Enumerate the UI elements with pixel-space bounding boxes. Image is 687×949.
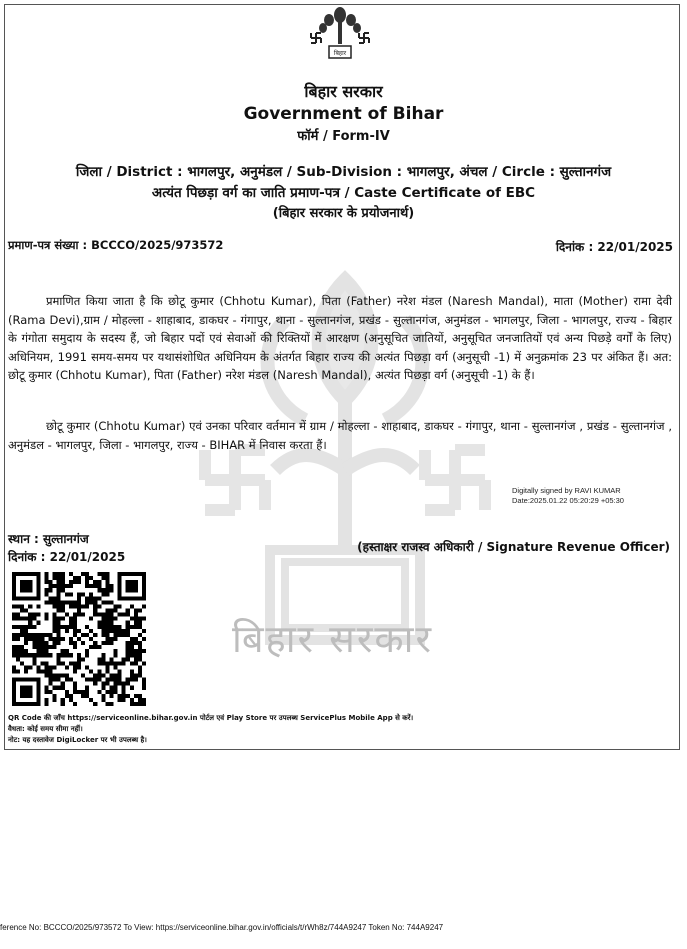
certification-paragraph: प्रमाणित किया जाता है कि छोटू कुमार (Chhotu Kumar), पिता (Father) नरेश मंडल (Naresh Mandal), माता (Mother) रामा देवी (Rama Devi),ग्राम / मोहल्ला - शाहाबाद, डाकघर - गंगापुर, थाना - सुल्तानगंज, प्रखंड - सुल्तानगंज, अनुमंडल - भागलपुर, जिला - भागलपुर, राज्य - बिहार के गंगोता समुदाय के सदस्य हैं, जो बिहार पदों एवं सेवाओं की रिक्तियों में आरक्षण (अनुसूचित जातियों, अनुसूचित जनजातियों एवं अन्य पिछड़े वर्गों के लिए) अधिनियम, 1991 समय-समय पर यथासंशोधित अधिनियम के अंतर्गत बिहार राज्य की अत्यंत पिछड़ा वर्ग (अनुसूची -1) में अनुक्रमांक 23 पर अंकित हैं। अत: छोटू कुमार (Chhotu Kumar), पिता (Father) नरेश मंडल (Naresh Mandal), अत्यंत पिछड़ा वर्ग (अनुसूची -1) के हैं। (8, 294, 672, 382)
location-line: जिला / District : भागलपुर, अनुमंडल / Sub-Division : भागलपुर, अंचल / Circle : सुल्तानगंज (75, 164, 612, 180)
notes (8, 713, 413, 746)
bihar-emblem-icon (307, 6, 373, 62)
signature-date: दिनांक : 22/01/2025 (8, 550, 126, 564)
validity-note: वैधता: कोई समय सीमा नहीं। (8, 725, 83, 733)
digital-signature-name: Digitally signed by RAVI KUMAR (512, 486, 621, 495)
certificate-number: प्रमाण-पत्र संख्या : BCCCO/2025/973572 (8, 238, 224, 252)
govt-hindi-title: बिहार सरकार (304, 82, 383, 101)
certificate-purpose: (बिहार सरकार के प्रयोजनार्थ) (272, 206, 415, 221)
qr-code-icon[interactable] (12, 572, 146, 706)
digital-signature (512, 486, 624, 506)
digital-signature-date: Date:2025.01.22 05:20:29 +05:30 (512, 496, 624, 505)
qr-note: QR Code की जाँच https://serviceonline.bihar.gov.in पोर्टल एवं Play Store पर उपलब्ध ServicePlus Mobile App से करें। (8, 714, 414, 722)
issue-date: दिनांक : 22/01/2025 (555, 240, 673, 254)
residence-paragraph: छोटू कुमार (Chhotu Kumar) एवं उनका परिवार वर्तमान में ग्राम / मोहल्ला - शाहाबाद, डाकघर - गंगापुर, थाना - सुल्तानगंज , प्रखंड - सुल्तानगंज , अनुमंडल - भागलपुर, जिला - भागलपुर, राज्य - BIHAR में निवास करता हैं। (8, 419, 672, 452)
officer-signature-label: (हस्ताक्षर राजस्व अधिकारी / Signature Revenue Officer) (357, 540, 670, 554)
certificate-title: अत्यंत पिछड़ा वर्ग का जाति प्रमाण-पत्र / Caste Certificate of EBC (151, 185, 536, 201)
digilocker-note: नोट: यह दस्तावेज DigiLocker पर भी उपलब्ध है। (8, 736, 147, 744)
govt-english-title: Government of Bihar (243, 104, 444, 124)
reference-footer: ference No: BCCCO/2025/973572 To View: https://serviceonline.bihar.gov.in/officials/t/rWh8z/744A9247 Token No: 744A9247 (0, 923, 444, 932)
form-label: फॉर्म / Form-IV (297, 129, 390, 144)
emblem-label: बिहार (333, 50, 347, 57)
watermark-text: बिहार सरकार (232, 617, 433, 661)
place: स्थान : सुल्तानगंज (8, 532, 89, 546)
